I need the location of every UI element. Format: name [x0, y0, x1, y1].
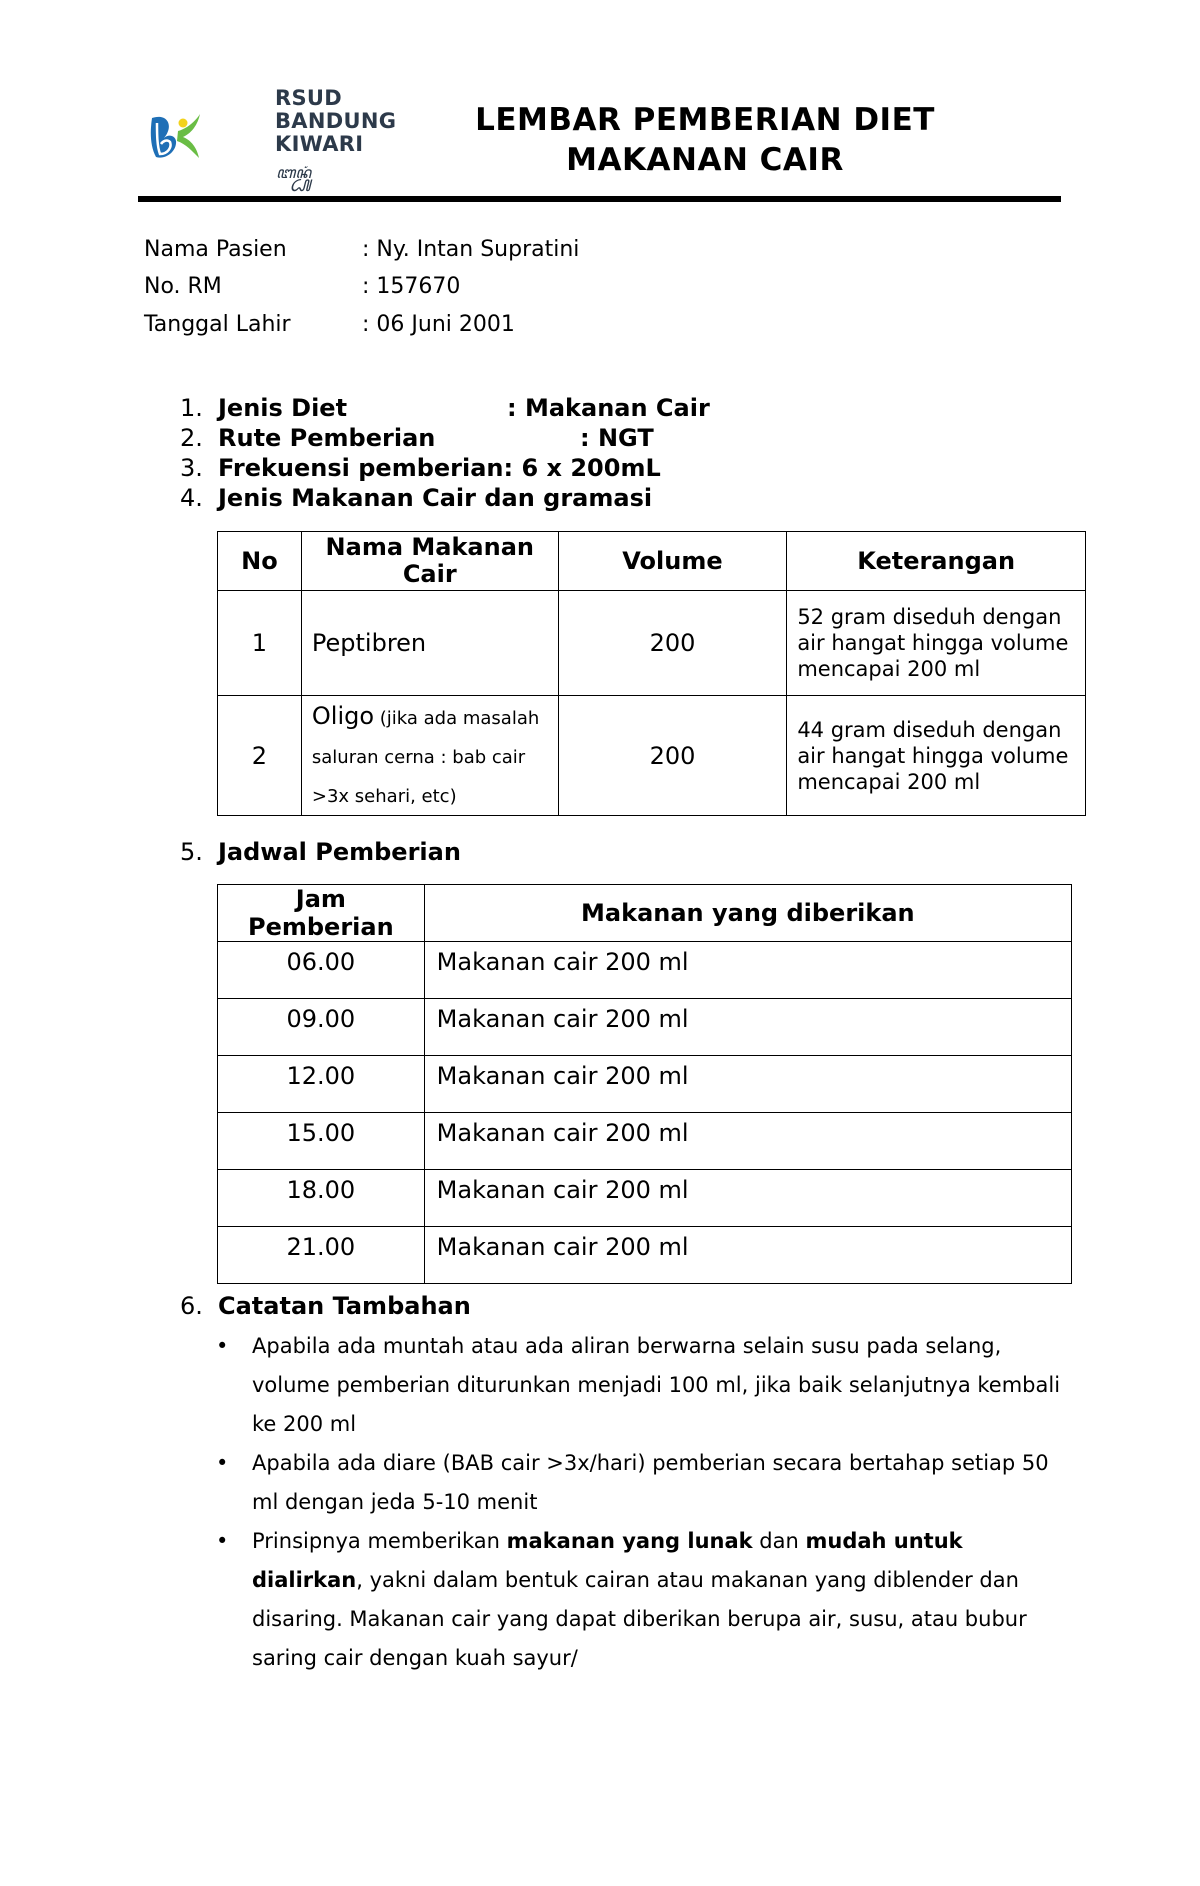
schedule-table	[217, 884, 1072, 1284]
column-header: Keterangan	[787, 532, 1086, 591]
bullet-icon: •	[216, 1529, 229, 1553]
header-divider	[138, 196, 1061, 202]
column-header: No	[218, 532, 302, 591]
food-notes: 44 gram diseduh dengan air hangat hingga volume mencapai 200 ml	[787, 696, 1086, 816]
table-row	[218, 591, 1086, 696]
patient-rm-value: : 157670	[362, 274, 461, 299]
note-text: Apabila ada diare (BAB cair >3x/hari) pemberian secara bertahap setiap 50 ml dengan jeda 5-10 menit	[252, 1451, 1049, 1514]
hospital-logo	[146, 86, 276, 186]
page-title	[430, 100, 980, 180]
item-number: 1.	[180, 394, 203, 422]
note-emphasis: makanan yang lunak	[506, 1529, 753, 1553]
row-number: 1	[218, 591, 302, 696]
column-header-text: Jam Pemberian	[248, 885, 394, 941]
patient-name-value: : Ny. Intan Supratini	[362, 237, 580, 262]
item-schedule	[180, 838, 461, 866]
hospital-script-text: ꦧꦤ꧀ꦝꦸꦁ	[276, 163, 312, 182]
note-text: , yakni dalam bentuk cairan atau makanan yang diblender dan disaring. Makanan cair yang dapat diberikan berupa air, susu, atau bubur saring cair dengan kuah sayur/	[252, 1568, 1027, 1670]
table-header-row	[218, 532, 1086, 591]
item-number: 6.	[180, 1292, 203, 1320]
schedule-food: Makanan cair 200 ml	[424, 942, 1071, 999]
schedule-food: Makanan cair 200 ml	[424, 1170, 1071, 1227]
item-food-type	[180, 484, 652, 512]
schedule-time: 09.00	[218, 999, 425, 1056]
schedule-food: Makanan cair 200 ml	[424, 1113, 1071, 1170]
food-volume: 200	[558, 696, 787, 816]
item-value: : Makanan Cair	[507, 394, 710, 422]
table-row	[218, 1227, 1072, 1284]
column-header: Volume	[558, 532, 787, 591]
diet-table	[217, 531, 1086, 816]
item-value: : NGT	[580, 424, 654, 452]
item-number: 5.	[180, 838, 203, 866]
schedule-food: Makanan cair 200 ml	[424, 1056, 1071, 1113]
table-header-row	[218, 885, 1072, 942]
item-label: Rute Pemberian	[218, 424, 436, 452]
title-line-2: MAKANAN CAIR	[566, 142, 844, 178]
table-row	[218, 1170, 1072, 1227]
list-item	[216, 1522, 1076, 1678]
patient-dob-label: Tanggal Lahir	[144, 312, 291, 337]
food-notes: 52 gram diseduh dengan air hangat hingga volume mencapai 200 ml	[787, 591, 1086, 696]
patient-dob-value: : 06 Juni 2001	[362, 312, 515, 337]
list-item	[216, 1444, 1076, 1522]
column-header	[301, 532, 558, 591]
note-text: dan	[752, 1529, 806, 1553]
hospital-name-line-3: KIWARI	[275, 132, 364, 156]
list-item	[216, 1327, 1076, 1444]
column-header-text: Nama Makanan Cair	[325, 533, 534, 588]
item-label: Jadwal Pemberian	[218, 838, 461, 866]
item-label: Catatan Tambahan	[218, 1292, 471, 1320]
food-name-cell	[301, 696, 558, 816]
patient-name-label: Nama Pasien	[144, 237, 287, 262]
food-name-note: (jika ada masalah saluran cerna : bab cair >3x sehari, etc)	[311, 708, 540, 807]
item-number: 4.	[180, 484, 203, 512]
item-route	[180, 424, 654, 452]
bullet-icon: •	[216, 1334, 229, 1358]
hospital-name-line-1: RSUD	[275, 86, 342, 110]
food-name: Oligo	[311, 702, 375, 730]
schedule-time: 06.00	[218, 942, 425, 999]
row-number: 2	[218, 696, 302, 816]
food-volume: 200	[558, 591, 787, 696]
item-additional-notes	[180, 1292, 471, 1320]
item-number: 3.	[180, 454, 203, 482]
schedule-food: Makanan cair 200 ml	[424, 999, 1071, 1056]
item-label: Frekuensi pemberian	[218, 454, 504, 482]
patient-rm-label: No. RM	[144, 274, 222, 299]
item-number: 2.	[180, 424, 203, 452]
bullet-icon: •	[216, 1451, 229, 1475]
item-value: : 6 x 200mL	[503, 454, 661, 482]
notes-list	[216, 1327, 1076, 1678]
schedule-time: 18.00	[218, 1170, 425, 1227]
item-label: Jenis Makanan Cair dan gramasi	[218, 484, 653, 512]
column-header	[218, 885, 425, 942]
hospital-name	[275, 87, 396, 156]
title-line-1: LEMBAR PEMBERIAN DIET	[475, 102, 935, 138]
note-emphasis: mudah untuk dialirkan	[252, 1529, 963, 1592]
schedule-time: 21.00	[218, 1227, 425, 1284]
table-row	[218, 696, 1086, 816]
column-header: Makanan yang diberikan	[424, 885, 1071, 942]
item-diet-type	[180, 394, 710, 422]
food-name: Peptibren	[301, 591, 558, 696]
schedule-time: 12.00	[218, 1056, 425, 1113]
item-label: Jenis Diet	[218, 394, 348, 422]
table-row	[218, 1056, 1072, 1113]
schedule-time: 15.00	[218, 1113, 425, 1170]
hospital-name-line-2: BANDUNG	[275, 109, 397, 133]
table-row	[218, 999, 1072, 1056]
table-row	[218, 1113, 1072, 1170]
schedule-food: Makanan cair 200 ml	[424, 1227, 1071, 1284]
table-row	[218, 942, 1072, 999]
item-frequency	[180, 454, 661, 482]
note-text: Apabila ada muntah atau ada aliran berwarna selain susu pada selang, volume pemberian diturunkan menjadi 100 ml, jika baik selanjutnya kembali ke 200 ml	[252, 1334, 1061, 1436]
note-text: Prinsipnya memberikan	[252, 1529, 507, 1553]
